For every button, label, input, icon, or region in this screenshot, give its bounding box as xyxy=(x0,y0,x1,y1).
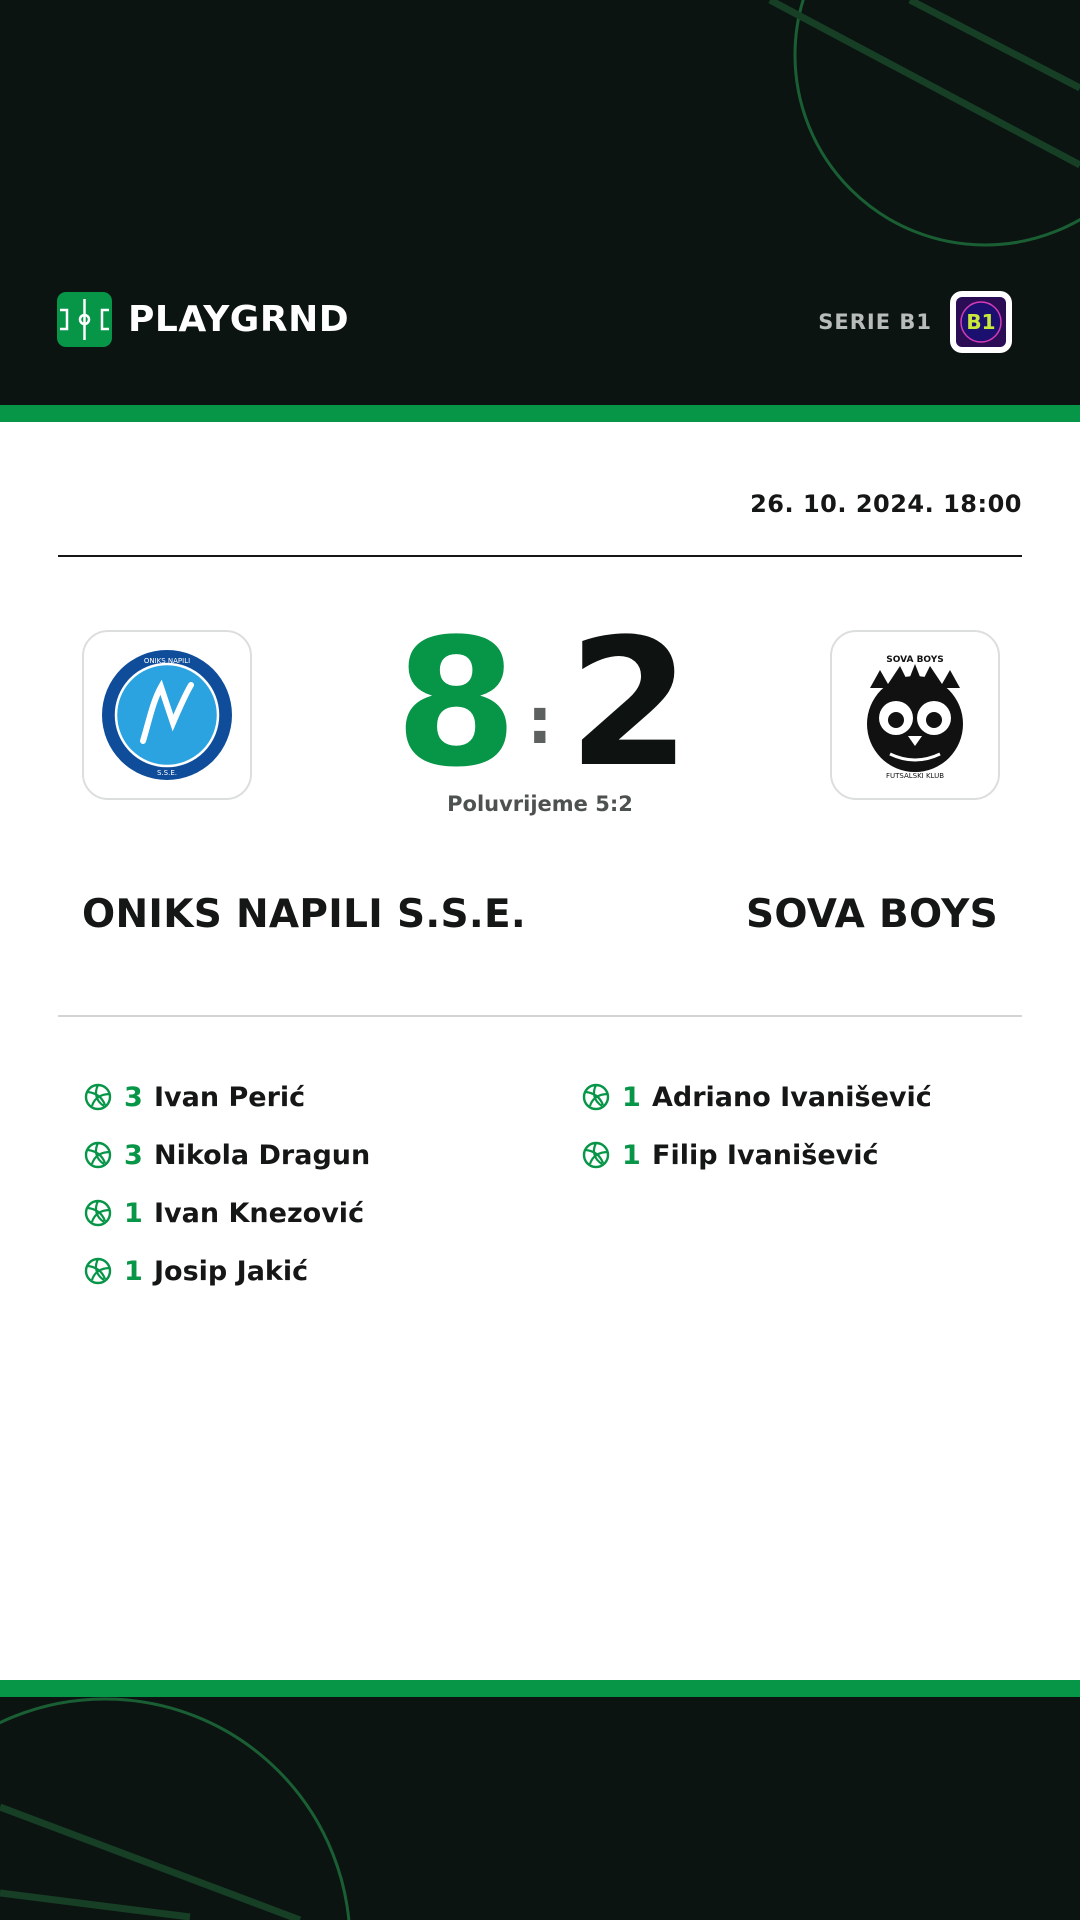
header-band xyxy=(0,0,1080,405)
away-crest-icon xyxy=(850,650,980,780)
scorer-row xyxy=(84,1126,370,1184)
away-team-name: SOVA BOYS xyxy=(745,892,998,937)
scorer-row xyxy=(582,1068,932,1126)
match-datetime: 26. 10. 2024. 18:00 xyxy=(750,490,1022,518)
scorer-row xyxy=(582,1126,932,1184)
league-badge xyxy=(950,291,1012,353)
volleyball-icon xyxy=(84,1083,112,1111)
goal-count: 1 xyxy=(622,1081,641,1113)
goal-count: 3 xyxy=(124,1081,143,1113)
goal-count: 1 xyxy=(622,1139,641,1171)
player-name: Nikola Dragun xyxy=(154,1139,371,1171)
football-pitch-icon xyxy=(57,292,112,347)
league-logo-icon xyxy=(956,297,1006,347)
decorative-pitch-lines xyxy=(0,1697,1080,1920)
goal-count: 3 xyxy=(124,1139,143,1171)
divider xyxy=(58,1015,1022,1017)
divider xyxy=(58,555,1022,557)
svg-text:S.S.E.: S.S.E. xyxy=(157,769,177,777)
goal-count: 1 xyxy=(124,1197,143,1229)
home-score: 8 xyxy=(395,601,518,806)
away-scorers-list xyxy=(582,1068,932,1184)
scorer-row xyxy=(84,1184,370,1242)
svg-text:B1: B1 xyxy=(966,310,996,334)
svg-text:SOVA BOYS: SOVA BOYS xyxy=(886,655,944,665)
volleyball-icon xyxy=(84,1257,112,1285)
player-name: Ivan Knezović xyxy=(154,1197,365,1229)
league-name: SERIE B1 xyxy=(818,310,932,334)
svg-text:FUTSALSKI KLUB: FUTSALSKI KLUB xyxy=(885,772,945,780)
footer-band xyxy=(0,1697,1080,1920)
brand xyxy=(57,291,349,347)
volleyball-icon xyxy=(84,1199,112,1227)
away-score: 2 xyxy=(568,601,691,806)
header-accent-stripe xyxy=(0,405,1080,422)
player-name: Josip Jakić xyxy=(154,1255,309,1287)
home-scorers-list xyxy=(84,1068,370,1300)
scorer-row xyxy=(84,1242,370,1300)
player-name: Adriano Ivanišević xyxy=(652,1081,932,1113)
home-crest-icon xyxy=(101,649,233,781)
goal-count: 1 xyxy=(124,1255,143,1287)
brand-name: PLAYGRND xyxy=(128,298,350,340)
league xyxy=(818,291,1012,353)
halftime-score: Poluvrijeme 5:2 xyxy=(447,792,633,816)
volleyball-icon xyxy=(84,1141,112,1169)
home-team-logo xyxy=(82,630,252,800)
scorer-row xyxy=(84,1068,370,1126)
volleyball-icon xyxy=(582,1083,610,1111)
player-name: Ivan Perić xyxy=(154,1081,306,1113)
footer-accent-stripe xyxy=(0,1680,1080,1697)
svg-text:ONIKS NAPILI: ONIKS NAPILI xyxy=(143,657,191,665)
score-separator: : xyxy=(527,685,553,759)
away-team-logo xyxy=(830,630,1000,800)
volleyball-icon xyxy=(582,1141,610,1169)
player-name: Filip Ivanišević xyxy=(652,1139,879,1171)
home-team-name: ONIKS NAPILI S.S.E. xyxy=(82,892,527,937)
